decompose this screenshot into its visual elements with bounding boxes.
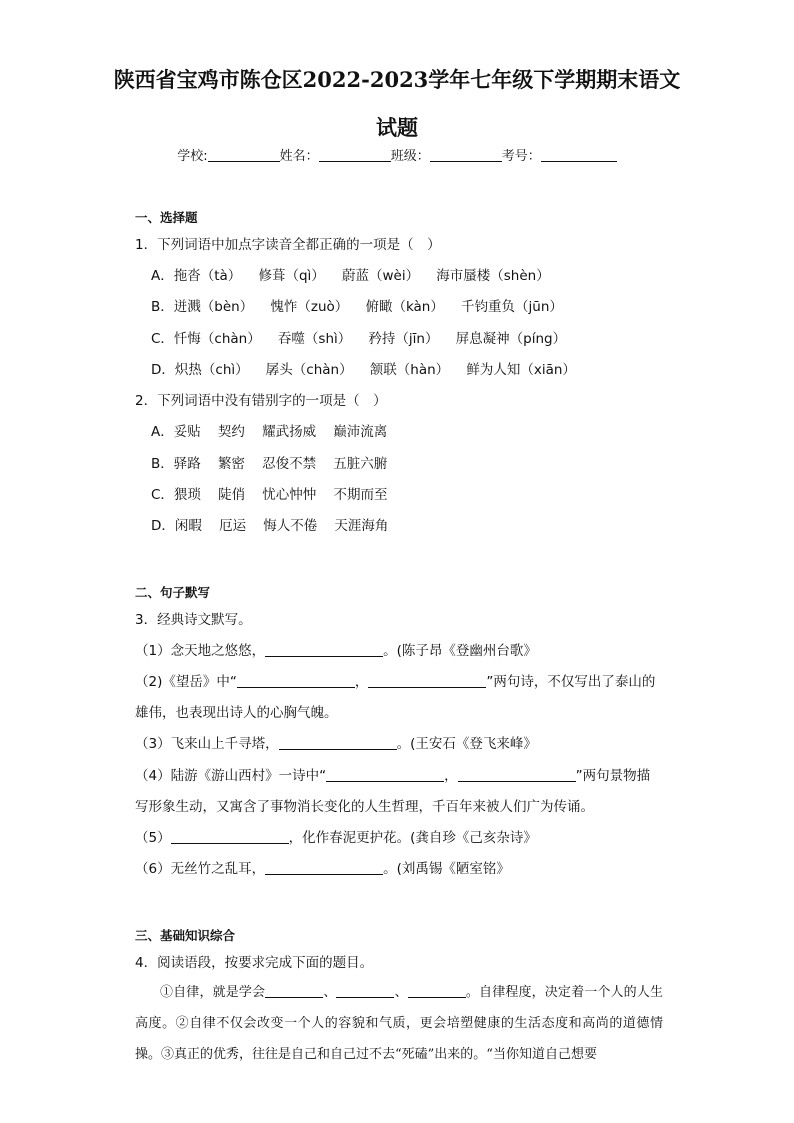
option-item: 鲜为人知（xiān） (466, 362, 576, 378)
answer-blank[interactable] (368, 675, 486, 688)
section-heading: 二、句子默写 (135, 585, 211, 600)
option-item: 契约 (217, 424, 245, 440)
question-stem: 2．下列词语中没有错别字的一项是（ ） (135, 393, 387, 409)
option-item: 孱头（chàn） (265, 362, 353, 378)
answer-blank[interactable] (237, 675, 355, 688)
class-label: 班级： (390, 149, 430, 164)
option-item: 陡俏 (218, 487, 246, 503)
option-item: 矜持（jīn） (368, 331, 439, 347)
item-text: 。(刘禹锡《陋室铭》 (383, 861, 510, 877)
school-label: 学校: (177, 149, 208, 164)
item-text: ， (444, 768, 458, 784)
option-item: B．迸溅（bèn） (151, 299, 254, 315)
option-item: D．炽热（chì） (151, 362, 249, 378)
option-item: 耀武扬威 (262, 424, 317, 440)
option-item: 巅沛流离 (333, 424, 388, 440)
option-item: 颔联（hàn） (369, 362, 450, 378)
dictation-item (135, 670, 655, 690)
name-label: 姓名： (279, 149, 319, 164)
student-info-row (0, 145, 794, 164)
dictation-item (135, 639, 537, 659)
dictation-item (135, 826, 537, 846)
answer-blank[interactable] (279, 737, 397, 750)
exam-title-line2: 试题 (376, 115, 418, 140)
option-item: 吞噬（shì） (277, 331, 352, 347)
question-stem: 3．经典诗文默写。 (135, 612, 252, 628)
option-item: A．拖沓（tà） (151, 268, 242, 284)
passage-text: 、 (323, 985, 337, 1000)
item-text: ”两句景物描 (575, 768, 651, 784)
answer-blank[interactable] (265, 985, 323, 998)
item-text: ，化作春泥更护花。(龚自珍《己亥杂诗》 (288, 830, 537, 846)
option-row-c[interactable] (151, 327, 566, 347)
dictation-item (135, 732, 537, 752)
option-item: C．猥琐 (151, 487, 201, 503)
section-heading: 三、基础知识综合 (135, 928, 236, 943)
answer-blank[interactable] (265, 862, 383, 875)
item-text: （5） (135, 830, 171, 846)
dictation-item-continued: 雄伟，也表现出诗人的心胸气魄。 (135, 705, 338, 721)
item-text: 。(王安石《登飞来峰》 (396, 736, 537, 752)
answer-blank[interactable] (408, 985, 466, 998)
question-stem: 4．阅读语段，按要求完成下面的题目。 (135, 955, 374, 971)
option-row-a[interactable] (151, 264, 550, 284)
option-item: 天涯海角 (334, 518, 389, 534)
option-row-d[interactable] (151, 514, 388, 534)
school-blank[interactable] (208, 149, 280, 162)
option-row-d[interactable] (151, 358, 576, 378)
exam-no-blank[interactable] (541, 149, 617, 162)
option-item: 繁密 (217, 456, 245, 472)
answer-blank[interactable] (458, 769, 576, 782)
passage-text: 、 (394, 985, 408, 1000)
item-text: （4）陆游《游山西村》一诗中“ (135, 768, 327, 784)
item-text: （6）无丝竹之乱耳， (135, 861, 266, 877)
option-item: 千钧重负（jūn） (461, 299, 563, 315)
answer-blank[interactable] (265, 644, 383, 657)
answer-blank[interactable] (336, 985, 394, 998)
item-text: ， (354, 674, 369, 690)
class-blank[interactable] (430, 149, 502, 162)
reading-passage (135, 977, 663, 1070)
section-heading: 一、选择题 (135, 210, 198, 225)
option-row-c[interactable] (151, 483, 387, 503)
option-row-b[interactable] (151, 295, 563, 315)
option-item: 屏息凝神（píng） (455, 331, 567, 347)
option-item: 悔人不倦 (263, 518, 318, 534)
option-item: 蔚蓝（wèi） (341, 268, 420, 284)
exam-title-line1: 陕西省宝鸡市陈仓区2022-2023学年七年级下学期期末语文 (113, 67, 681, 92)
option-item: 忧心忡忡 (262, 487, 317, 503)
question-stem: 1．下列词语中加点字读音全都正确的一项是（ ） (135, 237, 441, 253)
passage-text: 。自律程度，决定着一个人的人生高度。②自律不仅会改变一个人的容貌和气质，更会培塑健康的生活态度和高尚的道德情操。③真正的优秀，往往是自己和自己过不去“死磕”出来的。“当你知道自己想要 (135, 985, 663, 1062)
passage-text: ①自律，就是学会 (160, 985, 266, 1000)
option-item: 厄运 (219, 518, 247, 534)
option-item: 俯瞰（kàn） (365, 299, 444, 315)
option-row-b[interactable] (151, 452, 387, 472)
dictation-item (135, 857, 510, 877)
dictation-item-continued: 写形象生动，又寓含了事物消长变化的人生哲理，千百年来被人们广为传诵。 (135, 799, 594, 815)
option-item: 愧怍（zuò） (270, 299, 349, 315)
dictation-item (135, 764, 650, 784)
item-text: （1）念天地之悠悠， (135, 643, 266, 659)
option-item: 不期而至 (333, 487, 388, 503)
option-item: C．忏悔（chàn） (151, 331, 261, 347)
option-item: 修葺（qì） (258, 268, 325, 284)
exam-no-label: 考号： (501, 149, 541, 164)
option-item: A．妥贴 (151, 424, 201, 440)
item-text: ”两句诗，不仅写出了泰山的 (486, 674, 656, 690)
item-text: （3）飞来山上千寻塔， (135, 736, 279, 752)
option-item: 忍俊不禁 (262, 456, 317, 472)
answer-blank[interactable] (326, 769, 444, 782)
name-blank[interactable] (319, 149, 391, 162)
option-item: B．驿路 (151, 456, 201, 472)
option-item: D．闲暇 (151, 518, 202, 534)
item-text: （2)《望岳》中“ (135, 674, 237, 690)
item-text: 。(陈子昂《登幽州台歌》 (383, 643, 537, 659)
answer-blank[interactable] (171, 831, 289, 844)
option-item: 五脏六腑 (333, 456, 388, 472)
option-row-a[interactable] (151, 420, 387, 440)
option-item: 海市蜃楼（shèn） (436, 268, 550, 284)
